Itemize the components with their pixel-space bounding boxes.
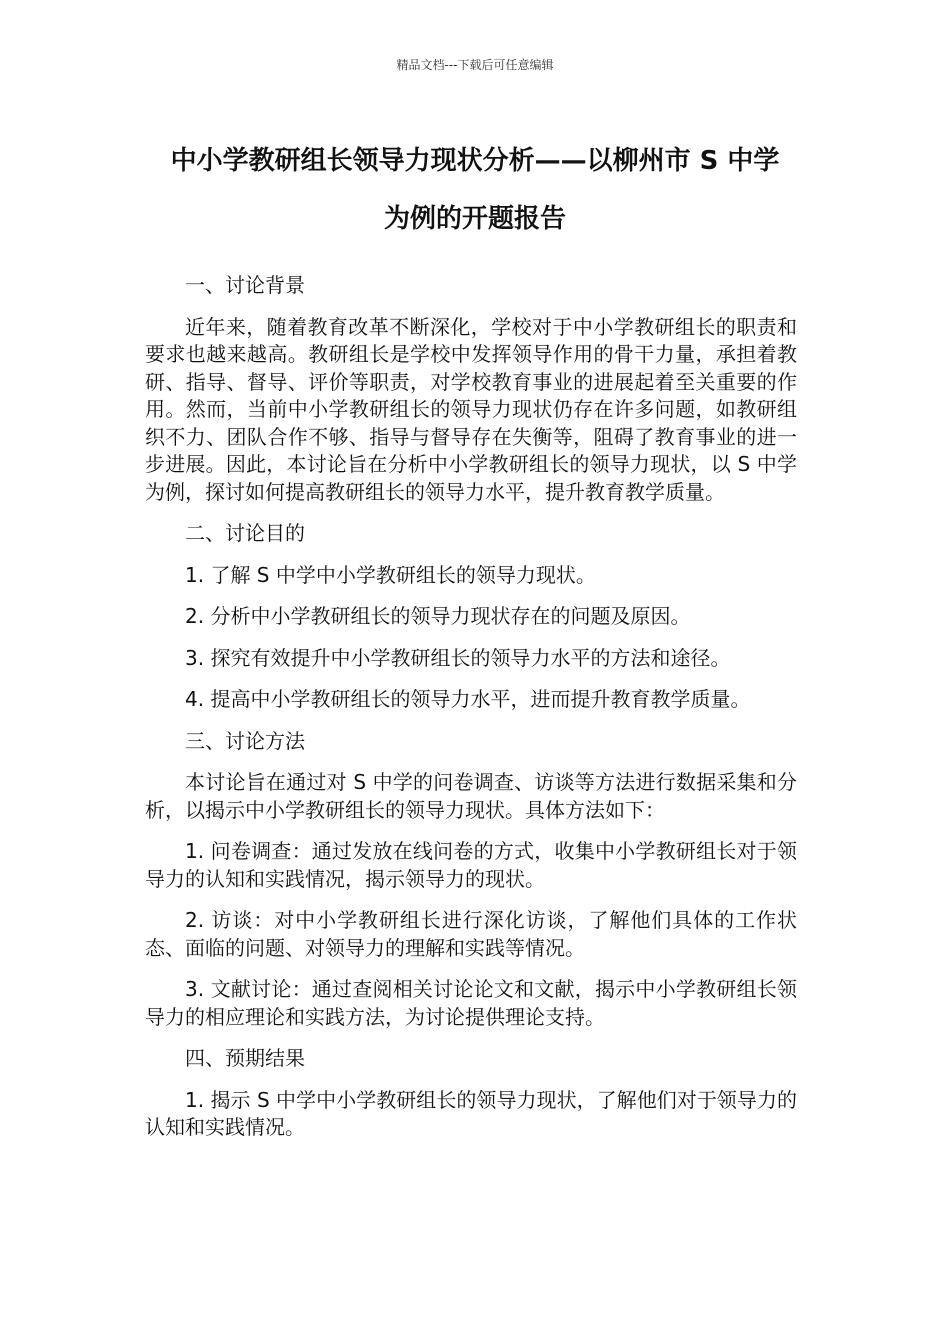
- method-item: 1. 问卷调查：通过发放在线问卷的方式，收集中小学教研组长对于领导力的认知和实践情况，揭示领导力的现状。: [145, 839, 797, 891]
- document-title: [140, 132, 810, 248]
- background-paragraph: 近年来，随着教育改革不断深化，学校对于中小学教研组长的职责和要求也越来越高。教研组长是学校中发挥领导作用的骨干力量，承担着教研、指导、督导、评价等职责，对学校教育事业的进展起着至关重要的作用。然而，当前中小学教研组长的领导力现状仍存在许多问题，如教研组织不力、团队合作不够、指导与督导存在失衡等，阻碍了教育事业的进一步进展。因此，本讨论旨在分析中小学教研组长的领导力现状，以 S 中学为例，探讨如何提高教研组长的领导力水平，提升教育教学质量。: [145, 314, 797, 504]
- title-line-1: 中小学教研组长领导力现状分析——以柳州市 S 中学: [170, 146, 780, 176]
- document-body: [145, 272, 797, 1156]
- purpose-item: 4. 提高中小学教研组长的领导力水平，进而提升教育教学质量。: [185, 687, 751, 711]
- purpose-item: 1. 了解 S 中学中小学教研组长的领导力现状。: [185, 562, 596, 587]
- title-line-2: 为例的开题报告: [383, 204, 566, 234]
- section-heading-results: 四、预期结果: [185, 1046, 305, 1070]
- method-item: 3. 文献讨论：通过查阅相关讨论论文和文献，揭示中小学教研组长领导力的相应理论和实践方法，为讨论提供理论支持。: [145, 977, 797, 1029]
- results-item: 1. 揭示 S 中学中小学教研组长的领导力现状，了解他们对于领导力的认知和实践情况。: [145, 1087, 797, 1139]
- method-item: 2. 访谈：对中小学教研组长进行深化访谈，了解他们具体的工作状态、面临的问题、对领导力的理解和实践等情况。: [145, 908, 797, 960]
- purpose-item: 3. 探究有效提升中小学教研组长的领导力水平的方法和途径。: [185, 645, 731, 670]
- section-heading-method: 三、讨论方法: [185, 728, 305, 753]
- header-note: 精品文档---下载后可任意编辑: [396, 58, 554, 72]
- purpose-item: 2. 分析中小学教研组长的领导力现状存在的问题及原因。: [185, 604, 691, 628]
- section-heading-purpose: 二、讨论目的: [185, 521, 305, 545]
- section-heading-background: 一、讨论背景: [185, 273, 305, 297]
- method-intro-paragraph: 本讨论旨在通过对 S 中学的问卷调查、访谈等方法进行数据采集和分析，以揭示中小学教研组长的领导力现状。具体方法如下：: [145, 770, 797, 822]
